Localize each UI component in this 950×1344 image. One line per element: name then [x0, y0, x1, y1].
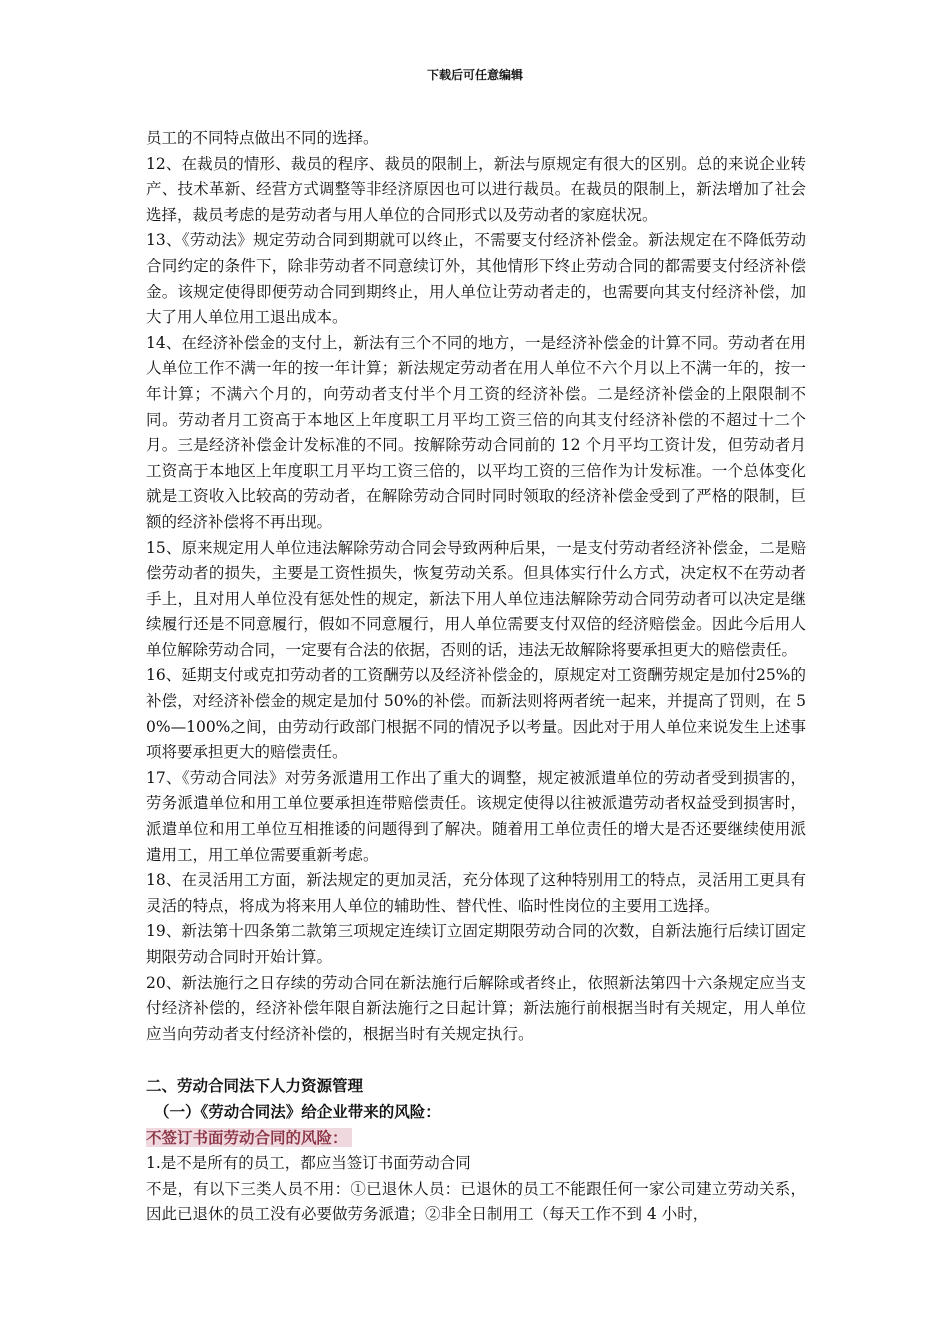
spacer: [146, 1047, 806, 1073]
paragraph: 17、《劳动合同法》对劳务派遣用工作出了重大的调整，规定被派遣单位的劳动者受到损害的，劳务派遣单位和用工单位要承担连带赔偿责任。该规定使得以往被派遣劳动者权益受到损害时，派遣单位和用工单位互相推诿的问题得到了解决。随着用工单位责任的增大是否还要继续使用派遣用工，用工单位需要重新考虑。: [146, 768, 806, 864]
highlight-line: [146, 1125, 806, 1152]
paragraph: 13、《劳动法》规定劳动合同到期就可以终止，不需要支付经济补偿金。新法规定在不降低劳动合同约定的条件下，除非劳动者不同意续订外，其他情形下终止劳动合同的都需要支付经济补偿金。该规定使得即便劳动合同到期终止，用人单位让劳动者走的，也需要向其支付经济补偿，加大了用人单位用工退出成本。: [146, 231, 806, 327]
paragraph: 员工的不同特点做出不同的选择。: [146, 129, 379, 147]
paragraph: 16、延期支付或克扣劳动者的工资酬劳以及经济补偿金的，原规定对工资酬劳规定是加付25%的补偿，对经济补偿金的规定是加付 50%的补偿。而新法则将两者统一起来，并提高了罚则，在 50%—100%之间，由劳动行政部门根据不同的情况予以考量。因此对于用人单位来说发生上述事项将要承担更大的赔偿责任。: [146, 666, 806, 762]
paragraph: 15、原来规定用人单位违法解除劳动合同会导致两种后果，一是支付劳动者经济补偿金，二是赔偿劳动者的损失，主要是工资性损失，恢复劳动关系。但具体实行什么方式，决定权不在劳动者手上，且对用人单位没有惩处性的规定，新法下用人单位违法解除劳动合同劳动者可以决定是继续履行还是不同意履行，假如不同意履行，用人单位需要支付双倍的经济赔偿金。因此今后用人单位解除劳动合同，一定要有合法的依据，否则的话，违法无故解除将要承担更大的赔偿责任。: [146, 538, 806, 659]
page-header: 下载后可任意编辑: [426, 68, 523, 82]
highlighted-heading: 不签订书面劳动合同的风险：: [146, 1128, 352, 1147]
section-subheading: （一）《劳动合同法》给企业带来的风险：: [154, 1101, 441, 1121]
section-heading: 二、劳动合同法下人力资源管理: [146, 1076, 364, 1096]
paragraph: 14、在经济补偿金的支付上，新法有三个不同的地方，一是经济补偿金的计算不同。劳动者在用人单位工作不满一年的按一年计算；新法规定劳动者在用人单位不六个月以上不满一年的，按一年计算；不满六个月的，向劳动者支付半个月工资的经济补偿。二是经济补偿金的上限限制不同。劳动者月工资高于本地区上年度职工月平均工资三倍的向其支付经济补偿的不超过十二个月。三是经济补偿金计发标准的不同。按解除劳动合同前的 12 个月平均工资计发，但劳动者月工资高于本地区上年度职工月平均工资三倍的，以平均工资的三倍作为计发标准。一个总体变化就是工资收入比较高的劳动者，在解除劳动合同时同时领取的经济补偿金受到了严格的限制，巨额的经济补偿将不再出现。: [146, 333, 806, 531]
paragraph: 19、新法第十四条第二款第三项规定连续订立固定期限劳动合同的次数，自新法施行后续订固定期限劳动合同时开始计算。: [146, 922, 806, 966]
paragraph: 18、在灵活用工方面，新法规定的更加灵活，充分体现了这种特别用工的特点，灵活用工更具有灵活的特点，将成为将来用人单位的辅助性、替代性、临时性岗位的主要用工选择。: [146, 871, 806, 915]
document-body: [146, 126, 806, 1228]
paragraph: 20、新法施行之日存续的劳动合同在新法施行后解除或者终止，依照新法第四十六条规定应当支付经济补偿的，经济补偿年限自新法施行之日起计算；新法施行前根据当时有关规定，用人单位应当向劳动者支付经济补偿的，根据当时有关规定执行。: [146, 973, 806, 1043]
paragraph: 不是，有以下三类人员不用：①已退休人员：已退休的员工不能跟任何一家公司建立劳动关系，因此已退休的员工没有必要做劳务派遣；②非全日制用工（每天工作不到 4 小时，: [146, 1179, 806, 1224]
paragraph: 12、在裁员的情形、裁员的程序、裁员的限制上，新法与原规定有很大的区别。总的来说企业转产、技术革新、经营方式调整等非经济原因也可以进行裁员。在裁员的限制上，新法增加了社会选择，裁员考虑的是劳动者与用人单位的合同形式以及劳动者的家庭状况。: [146, 154, 806, 224]
paragraph: 1.是不是所有的员工，都应当签订书面劳动合同: [146, 1154, 471, 1173]
